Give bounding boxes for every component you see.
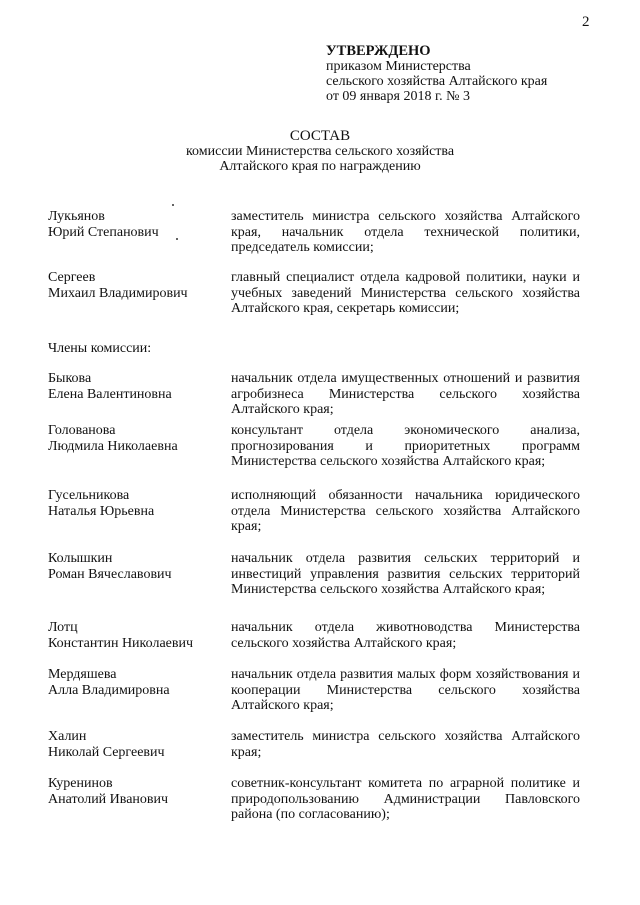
member-name [48, 776, 223, 807]
member-name [48, 729, 223, 760]
member-given-name: Юрий Степанович [48, 224, 159, 240]
member-surname: Колышкин [48, 551, 113, 566]
member-surname: Мердяшева [48, 667, 117, 682]
page-number: 2 [582, 14, 590, 30]
member-given-name: Наталья Юрьевна [48, 503, 155, 519]
member-name [48, 488, 223, 519]
member-role: исполняющий обязанности начальника юридического отдела Министерства сельского хозяйства Алтайского края; [231, 488, 580, 535]
member-surname: Гусельникова [48, 488, 130, 503]
member-role: начальник отдела развития малых форм хозяйствования и кооперации Министерства сельского хозяйства Алтайского края; [231, 667, 580, 714]
member-name [48, 209, 223, 240]
member-name [48, 371, 223, 402]
scan-speck [176, 238, 178, 240]
member-given-name: Людмила Николаевна [48, 438, 178, 454]
member-name [48, 620, 223, 651]
approval-heading: УТВЕРЖДЕНО [326, 43, 431, 59]
member-given-name: Алла Владимировна [48, 682, 170, 698]
member-role: начальник отдела развития сельских территорий и инвестиций управления развития сельских территорий Министерства сельского хозяйства Алтайского края; [231, 551, 580, 598]
members-section-label: Члены комиссии: [48, 341, 152, 356]
member-role: советник-консультант комитета по аграрной политике и природопользованию Администрации Павловского района (по согласованию); [231, 776, 580, 823]
member-name [48, 667, 223, 698]
member-surname: Халин [48, 729, 87, 744]
member-given-name: Елена Валентиновна [48, 386, 172, 402]
member-name [48, 423, 223, 454]
member-surname: Лотц [48, 620, 78, 635]
member-given-name: Николай Сергеевич [48, 744, 165, 760]
member-role: начальник отдела имущественных отношений и развития агробизнеса Министерства сельского хозяйства Алтайского края; [231, 371, 580, 418]
approval-stamp [326, 44, 547, 104]
member-name [48, 551, 223, 582]
approval-line: приказом Министерства [326, 59, 471, 74]
member-role: заместитель министра сельского хозяйства Алтайского края; [231, 729, 580, 760]
document-title-block [0, 129, 640, 174]
member-surname: Голованова [48, 423, 116, 438]
member-surname: Лукьянов [48, 209, 105, 224]
member-given-name: Михаил Владимирович [48, 285, 188, 301]
document-subtitle: Алтайского края по награждению [219, 159, 421, 174]
member-surname: Куренинов [48, 776, 113, 791]
approval-line: сельского хозяйства Алтайского края [326, 74, 548, 89]
member-role: заместитель министра сельского хозяйства Алтайского края, начальник отдела технической политики, председатель комиссии; [231, 209, 580, 256]
member-surname: Быкова [48, 371, 92, 386]
member-given-name: Константин Николаевич [48, 635, 194, 651]
member-surname: Сергеев [48, 270, 96, 285]
member-given-name: Роман Вячеславович [48, 566, 172, 582]
member-role: консультант отдела экономического анализа, прогнозирования и приоритетных программ Министерства сельского хозяйства Алтайского края; [231, 423, 580, 470]
scan-speck [172, 204, 174, 206]
member-name [48, 270, 223, 301]
member-role: начальник отдела животноводства Министерства сельского хозяйства Алтайского края; [231, 620, 580, 651]
document-subtitle: комиссии Министерства сельского хозяйства [185, 144, 455, 159]
approval-line: от 09 января 2018 г. № 3 [326, 89, 470, 104]
document-title: СОСТАВ [289, 128, 351, 144]
member-given-name: Анатолий Иванович [48, 791, 169, 807]
member-role: главный специалист отдела кадровой политики, науки и учебных заведений Министерства сельского хозяйства Алтайского края, секретарь комиссии; [231, 270, 580, 317]
